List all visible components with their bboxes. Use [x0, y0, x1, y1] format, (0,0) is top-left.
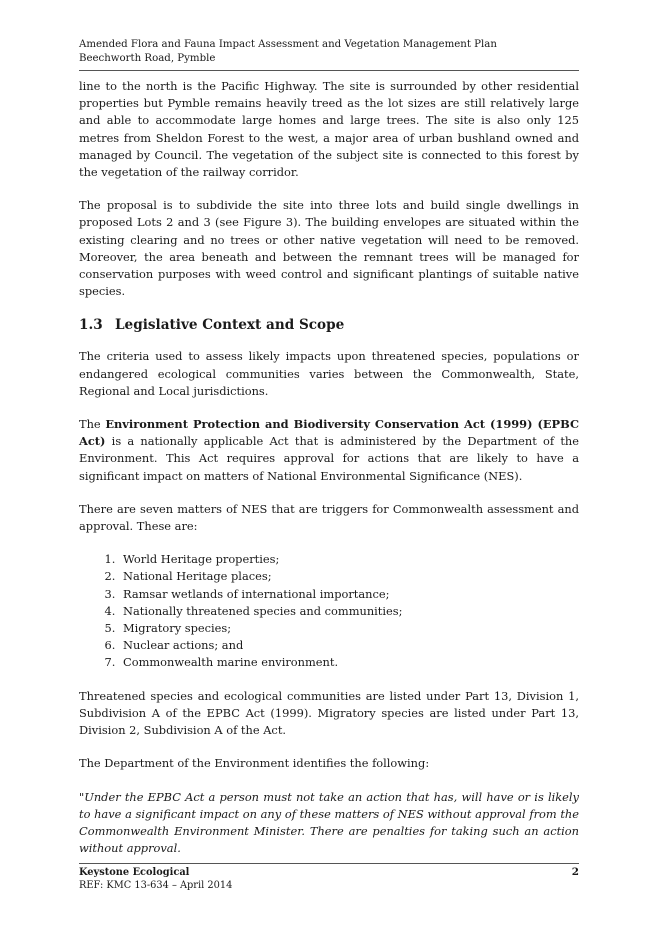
page-footer — [79, 866, 579, 892]
nes-matters-list — [79, 551, 579, 671]
header-location: Beechworth Road, Pymble — [79, 53, 216, 64]
paragraph-criteria: The criteria used to assess likely impacts upon threatened species, populations or endangered ecological communities varies between the Commonwealth, State, Regional and Local jurisdictions. — [79, 349, 579, 398]
epbc-intro-text: The — [79, 417, 106, 432]
paragraph-threatened-species: Threatened species and ecological communities are listed under Part 13, Division 1, Subdivision A of the EPBC Act (1999). Migratory species are listed under Part 13, Division 2, Subdivision A of the Act. — [79, 688, 579, 738]
page-header — [79, 38, 579, 66]
section-number: 1.3 — [79, 317, 103, 334]
paragraph-proposal: The proposal is to subdivide the site into three lots and build single dwellings in proposed Lots 2 and 3 (see Figure 3). The building envelopes are situated within the existing clearing and no trees or other native vegetation will need to be removed. Moreover, the area beneath and between the remnant trees will be managed for conservation purposes with weed control and significant plantings of suitable native species. — [79, 198, 579, 299]
section-title: Legislative Context and Scope — [115, 317, 345, 334]
footer-divider — [79, 863, 579, 864]
header-divider — [79, 70, 579, 71]
section-heading — [79, 316, 579, 334]
list-item: 7. Commonwealth marine environment. — [119, 654, 579, 671]
paragraph-site-context: line to the north is the Pacific Highway. The site is surrounded by other residential properties but Pymble remains heavily treed as the lot sizes are still relatively large and able to accommodate large homes and large trees. The site is also only 125 metres from Sheldon Forest to the west, a major area of urban bushland owned and managed by Council. The vegetation of the subject site is connected to this forest by the vegetation of the railway corridor. — [79, 79, 579, 180]
header-title: Amended Flora and Fauna Impact Assessment and Vegetation Management Plan — [79, 39, 497, 50]
footer-company: Keystone Ecological — [79, 867, 190, 878]
list-item: 3. Ramsar wetlands of international importance; — [119, 586, 579, 603]
list-item: 2. National Heritage places; — [119, 568, 579, 585]
page-number: 2 — [571, 866, 579, 878]
document-body — [79, 78, 579, 857]
epbc-act-name: Environment Protection and Biodiversity Conservation Act (1999) (EPBC Act) — [79, 417, 580, 449]
list-item: 1. World Heritage properties; — [119, 551, 579, 568]
footer-reference: REF: KMC 13-634 – April 2014 — [79, 880, 233, 891]
list-item: 6. Nuclear actions; and — [119, 637, 579, 654]
epbc-description-text: is a nationally applicable Act that is administered by the Department of the Environment. This Act requires approval for actions that are likely to have a significant impact on matters of National Environmental Significance (NES). — [79, 434, 579, 483]
epbc-quote: "Under the EPBC Act a person must not take an action that has, will have or is likely to have a significant impact on any of these matters of NES without approval from the Commonwealth Environment Minister. There are penalties for taking such an action without approval. — [79, 789, 579, 856]
paragraph-nes-intro: There are seven matters of NES that are triggers for Commonwealth assessment and approval. These are: — [79, 501, 579, 534]
paragraph-department: The Department of the Environment identifies the following: — [79, 756, 430, 771]
list-item: 4. Nationally threatened species and communities; — [119, 603, 579, 620]
paragraph-epbc-act — [79, 416, 579, 485]
list-item: 5. Migratory species; — [119, 620, 579, 637]
